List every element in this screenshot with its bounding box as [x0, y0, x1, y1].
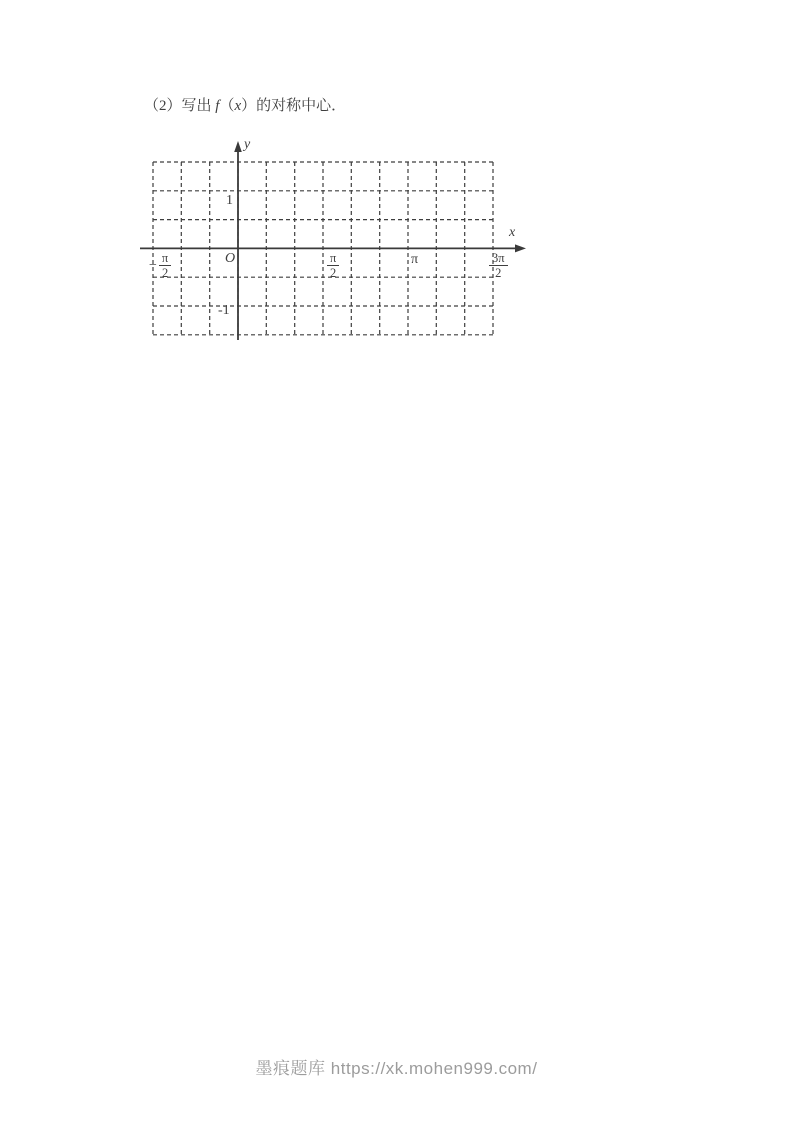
axes [140, 149, 519, 340]
y-axis-arrow [234, 141, 242, 152]
footer-watermark: 墨痕题库 https://xk.mohen999.com/ [255, 1059, 538, 1078]
origin-label: O [225, 251, 236, 266]
worksheet-content [116, 96, 716, 379]
y-tick-1: 1 [226, 193, 233, 208]
y-axis-label: y [244, 137, 251, 152]
q18-part2-line: （2）写出 f（x）的对称中心． [144, 98, 347, 114]
y-tick-neg1: -1 [218, 303, 230, 318]
coordinate-grid [140, 135, 540, 350]
x-tick-neg-pi-half: − $\frac{\pi}{2}$ [149, 251, 173, 281]
x-axis-label: x [509, 225, 516, 240]
grid-plot [140, 135, 540, 350]
x-tick-3pi-half: $\frac{3\pi}{2}$ [487, 251, 510, 281]
x-tick-pi: π [411, 252, 419, 267]
x-axis-arrow [515, 244, 526, 252]
x-tick-pi-half: $\frac{\pi}{2}$ [325, 251, 341, 281]
